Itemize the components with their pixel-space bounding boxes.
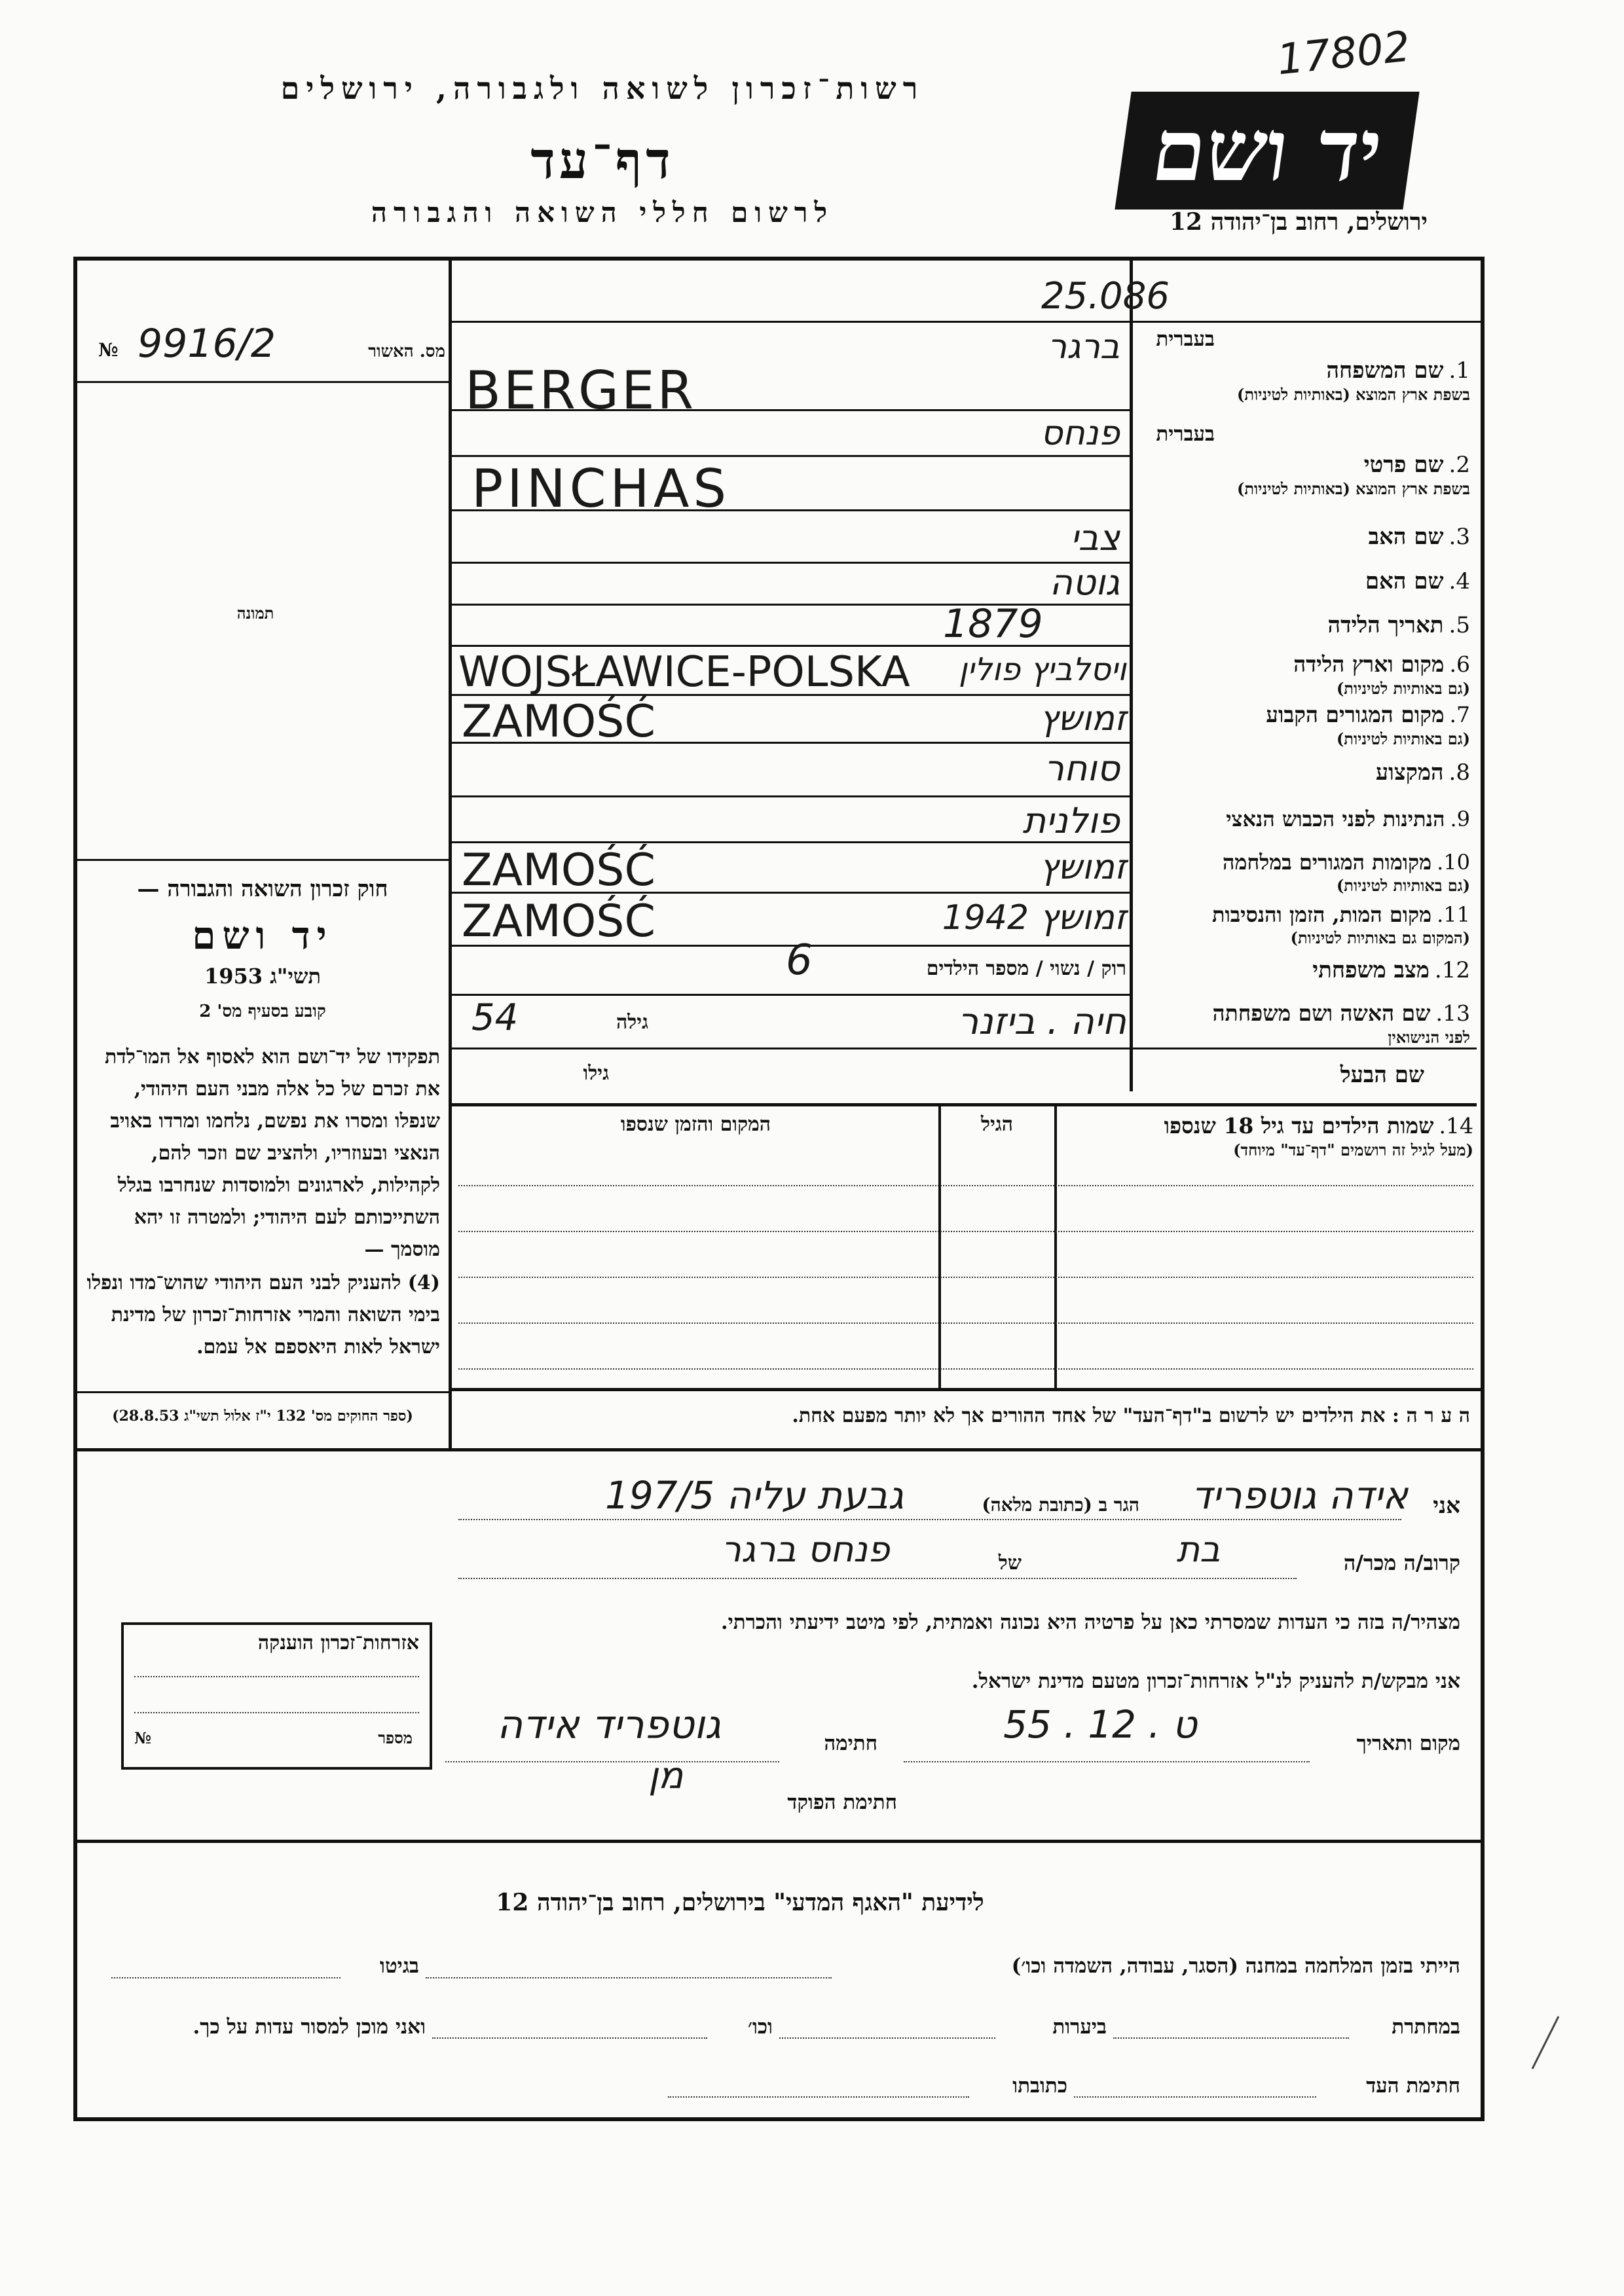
field-birth-date-label — [1136, 612, 1470, 638]
law-text-clause4: (4) להעניק לבני העם היהודי שהוש־מדו ונפלו בימי השואה והמרי אזרחות־זכרון של מדינת ישראל לאות היאספם אל עמם. — [86, 1271, 440, 1358]
children-place-header: המקום והזמן שנספו — [620, 1113, 771, 1136]
field-husband-label: שם הבעל — [1340, 1062, 1424, 1088]
field-sub-label: (המקום גם באותיות לטיניות) — [1290, 928, 1470, 947]
declarant-address: גבעת עליה 197/5 — [604, 1473, 904, 1518]
form-title: דף־עד — [530, 131, 674, 191]
field-number: 7. — [1449, 702, 1470, 727]
field-sub-label: (גם באותיות לטיניות) — [1336, 876, 1470, 895]
field-number: 12. — [1434, 957, 1470, 983]
field-sub-label: בשפת ארץ המוצא (באותיות לטיניות) — [1237, 385, 1470, 404]
field-label-text: מקום המות, הזמן והנסיבות — [1212, 902, 1432, 927]
field-number: 3. — [1449, 524, 1470, 550]
spouse-age-label: גילה — [616, 1011, 648, 1034]
law-name: יד ושם — [192, 913, 333, 958]
relation-value: בת — [1176, 1529, 1221, 1570]
approval-box-line — [73, 381, 452, 383]
field-label-text: המקצוע — [1375, 759, 1444, 786]
row-line — [452, 994, 1133, 996]
field-family-status-label — [1136, 957, 1470, 983]
field-label-text: שם האב — [1368, 524, 1444, 550]
row-line — [452, 841, 1133, 843]
field-citizenship-label — [1136, 807, 1470, 831]
footer-forests-line — [779, 2037, 995, 2039]
law-source: (ספר החוקים מס' 132 י"ז אלול תשי"ג 28.8.53) — [112, 1408, 413, 1425]
footer-address-line — [668, 2096, 969, 2098]
of-name-value: פנחס ברגר — [721, 1529, 890, 1570]
family-name-latin-value: BERGER — [465, 360, 697, 421]
certificate-title: אזרחות־זכרון הוענקה — [257, 1631, 419, 1654]
field-residence-label — [1136, 702, 1470, 749]
footer-etc-label: וכו׳ — [747, 2015, 773, 2039]
yad-vashem-logo: יד ושם — [1115, 92, 1419, 210]
officer-signature-mark: מן — [648, 1755, 684, 1797]
field-label-text: מקום וארץ הלידה — [1293, 651, 1445, 677]
form-subtitle: לרשום חללי השואה והגבורה — [371, 196, 834, 228]
signature-label: חתימה — [824, 1732, 877, 1755]
footer-etc-line — [432, 2037, 707, 2039]
place-date-label: מקום ותאריך — [1356, 1732, 1460, 1755]
law-text-main: תפקידו של יד־ושם הוא לאסוף אל המו־לדת את זכרם של כל אלה מבני העם היהודי, שנפלו ומסרו את נפשם, נלחמו ומרדו באויב הנאצי ובעוזריו, ולהציב שם וזכר להם, לקהילות, לארגונים ולמוסדות שנחרבו בגלל השתייכותם לעם היהודי; ולמטרה זו יהא מוסמך — — [104, 1046, 440, 1261]
label-column-divider — [1130, 257, 1133, 1091]
field-spouse-label — [1136, 1000, 1470, 1048]
pencil-stroke — [1532, 2016, 1559, 2069]
approval-label: מס. האשור — [368, 342, 445, 361]
of-label: של — [998, 1552, 1022, 1575]
children-row — [458, 1277, 1473, 1278]
field-profession-label — [1136, 759, 1470, 786]
children-col-divider-2 — [1054, 1106, 1057, 1388]
footer-camp-label: הייתי בזמן המלחמה במחנה (הסגר, עבודה, השמדה וכו׳) — [1011, 1954, 1460, 1978]
address-underline — [458, 1519, 1401, 1520]
certificate-line — [134, 1712, 419, 1713]
footer-address-label: כתובתו — [1012, 2074, 1067, 2098]
photo-label: תמונה — [236, 604, 274, 623]
field-number: 6. — [1449, 651, 1470, 677]
field-family-name-label — [1136, 357, 1470, 405]
certificate-number-prefix: № — [134, 1728, 152, 1747]
field-sub-label: בשפת ארץ המוצא (באותיות לטיניות) — [1237, 479, 1470, 498]
children-col-divider-1 — [938, 1106, 941, 1388]
handwritten-archive-number: 17802 — [1274, 22, 1412, 85]
footer-forests-label: ביערות — [1052, 2015, 1107, 2039]
footer-camp-line — [426, 1977, 832, 1978]
field-number: 2. — [1449, 452, 1470, 478]
field-number: 8. — [1449, 759, 1470, 786]
relation-underline — [458, 1578, 1297, 1579]
field-number: 14. — [1439, 1113, 1473, 1139]
residence-latin-value: ZAMOŚĆ — [462, 696, 655, 748]
footer-testimony-label: ואני מוכן למסור עדות על כך. — [193, 2015, 426, 2039]
children-row — [458, 1231, 1473, 1232]
field-label-text: שמות הילדים עד גיל 18 שנספו — [1164, 1113, 1434, 1139]
children-age-header: הגיל — [980, 1113, 1014, 1136]
field-label-text: שם המשפחה — [1326, 357, 1444, 384]
footer-witness-signature-label: חתימת העד — [1366, 2074, 1460, 2098]
note-text: את הילדים יש לרשום ב"דף־העד" של אחד ההורים אך לא יותר מפעם אחת. — [792, 1404, 1386, 1427]
declarant-name: אידה גוטפריד — [1191, 1473, 1408, 1518]
children-count-value: 6 — [786, 936, 813, 985]
field-sub-label: (גם באותיות לטיניות) — [1336, 729, 1470, 748]
field-death-label — [1136, 902, 1470, 948]
father-name-value: צבי — [1070, 517, 1120, 558]
war-residence-latin-value: ZAMOŚĆ — [462, 845, 655, 896]
family-name-hebrew-value: ברגר — [1047, 327, 1120, 367]
footer-ghetto-line — [111, 1977, 341, 1978]
field-label-text: תאריך הלידה — [1327, 612, 1444, 638]
residence-hebrew-value: זמושץ — [1039, 699, 1126, 738]
officer-signature-label: חתימת הפוקד — [787, 1791, 897, 1814]
place-date-underline — [904, 1761, 1310, 1762]
field-birth-place-label — [1136, 651, 1470, 699]
row-line — [452, 795, 1133, 797]
signature-underline — [445, 1761, 779, 1762]
children-section-label — [1061, 1113, 1473, 1160]
photo-box-line — [73, 859, 452, 861]
field-label-text: שם פרטי — [1363, 452, 1444, 478]
note-bottom-line — [73, 1448, 1485, 1451]
declaration-request: אני מבקש/ת להעניק לנ"ל אזרחות־זכרון מטעם מדינת ישראל. — [971, 1669, 1460, 1693]
first-name-latin-value: PINCHAS — [471, 458, 731, 519]
footer-underground-line — [1113, 2037, 1349, 2039]
citizenship-value: פולנית — [1022, 800, 1120, 841]
death-hebrew-value: זמושץ 1942 — [942, 898, 1126, 938]
footer-ghetto-label: בגיטו — [380, 1954, 419, 1978]
law-year: תשי"ג 1953 — [204, 964, 321, 989]
field-label-text: הנתינות לפני הכבוש הנאצי — [1226, 807, 1445, 831]
signature-value: גוטפריד אידה — [496, 1702, 722, 1748]
children-row — [458, 1322, 1473, 1324]
field-number: 1. — [1449, 357, 1470, 384]
institution-name: רשות־זכרון לשואה ולגבורה, ירושלים — [280, 71, 925, 106]
footer-witness-line — [1074, 2096, 1316, 2098]
field-war-residence-label — [1136, 850, 1470, 896]
certificate-number-label: מספר — [378, 1728, 413, 1747]
field-number: 9. — [1450, 807, 1470, 831]
field-sub-label: (גם באותיות לטיניות) — [1336, 679, 1470, 698]
footer-title: לידיעת "האגף המדעי" בירושלים, רחוב בן־יהודה 12 — [496, 1889, 984, 1916]
field-sub-label: לפני הנישואין — [1388, 1028, 1470, 1047]
declaration-statement: מצהיר/ה בזה כי העדות שמסרתי כאן על פרטיה היא נכונה ואמתית, לפי מיטב ידיעתי והכרתי. — [720, 1611, 1460, 1634]
field-label-text: מקום המגורים הקבוע — [1266, 702, 1445, 727]
mother-name-value: גוטה — [1049, 562, 1120, 603]
first-name-hebrew-value: פנחס — [1040, 414, 1120, 453]
footer-top-line — [73, 1840, 1485, 1843]
relative-label: קרוב/ה מכר/ה — [1343, 1550, 1460, 1575]
note-line — [458, 1404, 1470, 1427]
field-number: 13. — [1435, 1000, 1470, 1026]
birth-place-hebrew-value: ויסלביץ פולין — [958, 651, 1126, 688]
husband-age-label: גילו — [583, 1062, 609, 1085]
law-title: חוק זכרון השואה והגבורה — — [137, 876, 388, 902]
birth-date-value: 1879 — [943, 601, 1043, 647]
institution-address: ירושלים, רחוב בן־יהודה 12 — [1169, 208, 1428, 236]
spouse-name-value: חיה . ביזנר — [957, 1000, 1126, 1043]
certificate-line — [134, 1676, 419, 1677]
field-sub-label: (מעל לגיל זה רושמים "דף־עד" מיוחד) — [1233, 1140, 1473, 1159]
note-label: ה ע ר ה : — [1392, 1404, 1470, 1427]
record-number: 25.086 — [1041, 275, 1170, 318]
declaration-residing-label: הגר ב (כתובת מלאה) — [982, 1494, 1139, 1516]
field-label-text: שם האשה ושם משפחתה — [1212, 1000, 1431, 1026]
profession-value: סוחר — [1044, 748, 1120, 789]
field-mother-label — [1136, 568, 1470, 594]
children-row — [458, 1185, 1473, 1186]
field-first-name-label — [1136, 452, 1470, 499]
field-number: 4. — [1449, 568, 1470, 594]
death-latin-value: ZAMOŚĆ — [462, 896, 655, 947]
field-number: 5. — [1449, 612, 1470, 638]
field-number: 10. — [1437, 850, 1470, 875]
war-residence-hebrew-value: זמושץ — [1039, 848, 1126, 887]
field-label-text: שם האם — [1365, 568, 1444, 594]
field-label-text: מצב משפחתי — [1312, 957, 1430, 983]
pencil-mark — [1526, 2013, 1565, 2072]
row-line — [452, 455, 1133, 457]
birth-place-latin-value: WOJSŁAWICE-POLSKA — [458, 648, 910, 697]
children-row — [458, 1368, 1473, 1370]
in-hebrew-label-2: בעברית — [1156, 422, 1215, 446]
children-bottom-line — [452, 1388, 1485, 1391]
row-line — [452, 1048, 1477, 1049]
place-date-value: ט . 12 . 55 — [1003, 1702, 1197, 1747]
declaration-i-label: אני — [1433, 1493, 1460, 1519]
approval-number: 9916/2 — [138, 321, 276, 367]
footer-underground-label: במחתרת — [1392, 2015, 1460, 2039]
record-number-row-line — [452, 321, 1485, 323]
children-section-line — [452, 1103, 1477, 1106]
field-label-text: מקומות המגורים במלחמה — [1223, 850, 1432, 875]
family-status-inline-label: רוק / נשוי / מספר הילדים — [926, 957, 1126, 980]
approval-prefix: № — [98, 339, 119, 361]
in-hebrew-label-1: בעברית — [1156, 327, 1215, 351]
law-clause: קובע בסעיף מס' 2 — [199, 1002, 326, 1021]
field-number: 11. — [1437, 902, 1470, 927]
field-father-label — [1136, 524, 1470, 550]
spouse-age-value: 54 — [471, 996, 519, 1039]
law-bottom-line — [73, 1391, 452, 1393]
